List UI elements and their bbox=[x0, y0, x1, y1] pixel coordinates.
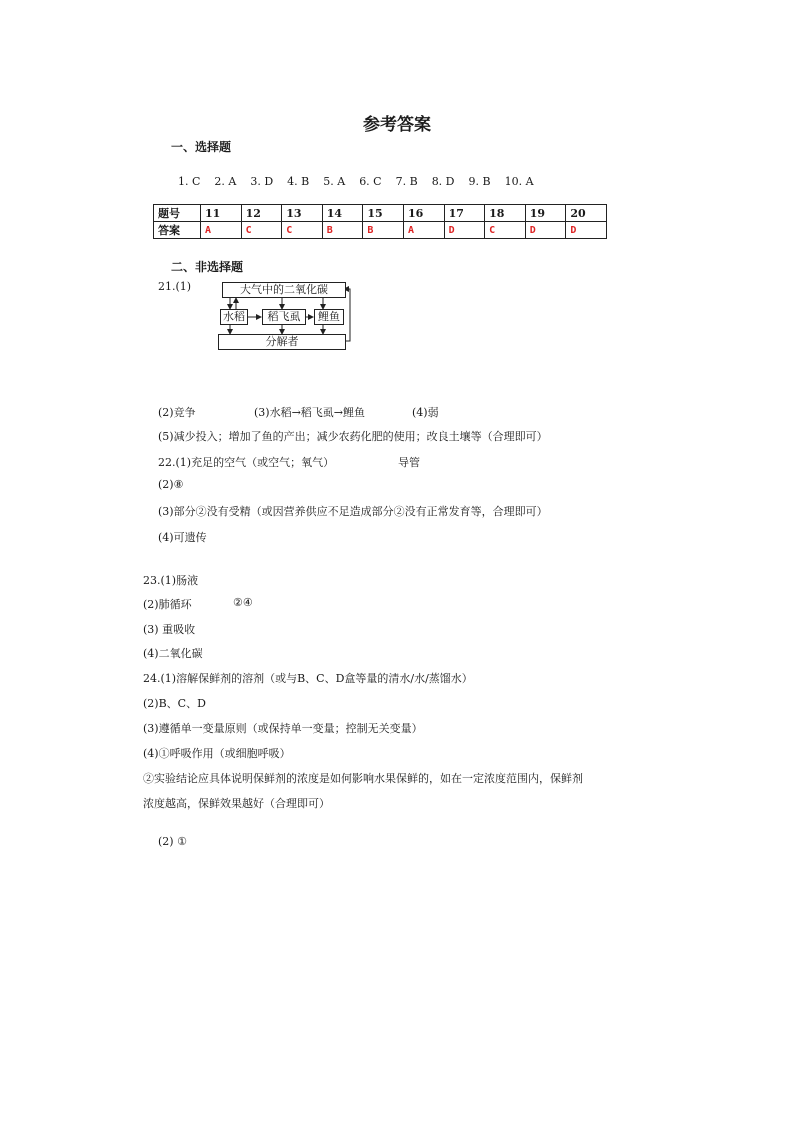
table-cell: D bbox=[566, 222, 607, 239]
table-cell: C bbox=[282, 222, 323, 239]
q22-part1: 22.(1)充足的空气（或空气；氧气） bbox=[158, 456, 335, 469]
table-cell: 16 bbox=[403, 205, 444, 222]
q21-part2: (2)竞争 bbox=[158, 406, 196, 419]
mc-answers-row bbox=[178, 175, 548, 188]
q21-part5: (5)减少投入；增加了鱼的产出；减少农药化肥的使用；改良土壤等（合理即可） bbox=[158, 430, 548, 443]
table-cell: A bbox=[201, 222, 242, 239]
table-cell: B bbox=[322, 222, 363, 239]
section-heading-choice: 一、选择题 bbox=[171, 140, 232, 154]
diagram-node-planthopper: 稻飞虱 bbox=[262, 309, 306, 325]
mc-answer: 10. A bbox=[504, 175, 534, 188]
q24-part5-line1: ②实验结论应具体说明保鲜剂的浓度是如何影响水果保鲜的，如在一定浓度范围内，保鲜剂 bbox=[143, 772, 583, 785]
table-row-header: 答案 bbox=[154, 222, 201, 239]
q22-part4: (4)可遗传 bbox=[158, 531, 207, 544]
section-heading-nonchoice: 二、非选择题 bbox=[171, 260, 244, 274]
q23-part1: 23.(1)肠液 bbox=[143, 574, 199, 587]
table-row bbox=[154, 205, 607, 222]
table-cell: D bbox=[525, 222, 566, 239]
mc-answer: 1. C bbox=[178, 175, 201, 188]
table-cell: 14 bbox=[322, 205, 363, 222]
table-cell: 11 bbox=[201, 205, 242, 222]
food-web-diagram bbox=[216, 281, 350, 349]
table-cell: 18 bbox=[485, 205, 526, 222]
table-cell: 15 bbox=[363, 205, 404, 222]
q24-part3: (3)遵循单一变量原则（或保持单一变量；控制无关变量） bbox=[143, 722, 423, 735]
q21-part3: (3)水稻→稻飞虱→鲤鱼 bbox=[254, 406, 366, 419]
table-row bbox=[154, 222, 607, 239]
table-cell: B bbox=[363, 222, 404, 239]
q23-part2: (2)肺循环 bbox=[143, 598, 192, 611]
mc-answer: 6. C bbox=[359, 175, 382, 188]
mc-answer: 2. A bbox=[214, 175, 237, 188]
diagram-node-rice: 水稻 bbox=[220, 309, 248, 325]
q21-label: 21.(1) bbox=[158, 280, 192, 293]
table-row-header: 题号 bbox=[154, 205, 201, 222]
q22-part3: (3)部分②没有受精（或因营养供应不足造成部分②没有正常发育等，合理即可） bbox=[158, 505, 548, 518]
diagram-node-co2: 大气中的二氧化碳 bbox=[222, 282, 346, 298]
q24-part5-line2: 浓度越高，保鲜效果越好（合理即可） bbox=[143, 797, 330, 810]
table-cell: 19 bbox=[525, 205, 566, 222]
q23-part4: (4)二氧化碳 bbox=[143, 647, 203, 660]
diagram-node-decomposer: 分解者 bbox=[218, 334, 346, 350]
q21-part4: (4)弱 bbox=[412, 406, 439, 419]
answer-table bbox=[153, 204, 607, 239]
table-cell: 13 bbox=[282, 205, 323, 222]
q24-part2: (2)B、C、D bbox=[143, 697, 206, 710]
q23-part2b: ②④ bbox=[233, 596, 253, 609]
mc-answer: 5. A bbox=[323, 175, 346, 188]
q23-part3: (3) 重吸收 bbox=[143, 623, 196, 636]
table-cell: D bbox=[444, 222, 485, 239]
mc-answer: 9. B bbox=[468, 175, 491, 188]
table-cell: A bbox=[403, 222, 444, 239]
mc-answer: 3. D bbox=[250, 175, 274, 188]
trailing-answer: (2) ① bbox=[158, 835, 187, 848]
table-cell: 20 bbox=[566, 205, 607, 222]
table-cell: 17 bbox=[444, 205, 485, 222]
mc-answer: 7. B bbox=[395, 175, 418, 188]
q24-part1: 24.(1)溶解保鲜剂的溶剂（或与B、C、D盒等量的清水/水/蒸馏水） bbox=[143, 672, 473, 685]
table-cell: C bbox=[241, 222, 282, 239]
table-cell: 12 bbox=[241, 205, 282, 222]
mc-answer: 4. B bbox=[287, 175, 310, 188]
q22-part2: (2)⑧ bbox=[158, 478, 184, 491]
mc-answer: 8. D bbox=[431, 175, 455, 188]
page-title: 参考答案 bbox=[363, 115, 431, 135]
table-cell: C bbox=[485, 222, 526, 239]
q24-part4: (4)①呼吸作用（或细胞呼吸） bbox=[143, 747, 291, 760]
diagram-node-carp: 鲤鱼 bbox=[314, 309, 344, 325]
q22-part1b: 导管 bbox=[398, 456, 420, 469]
